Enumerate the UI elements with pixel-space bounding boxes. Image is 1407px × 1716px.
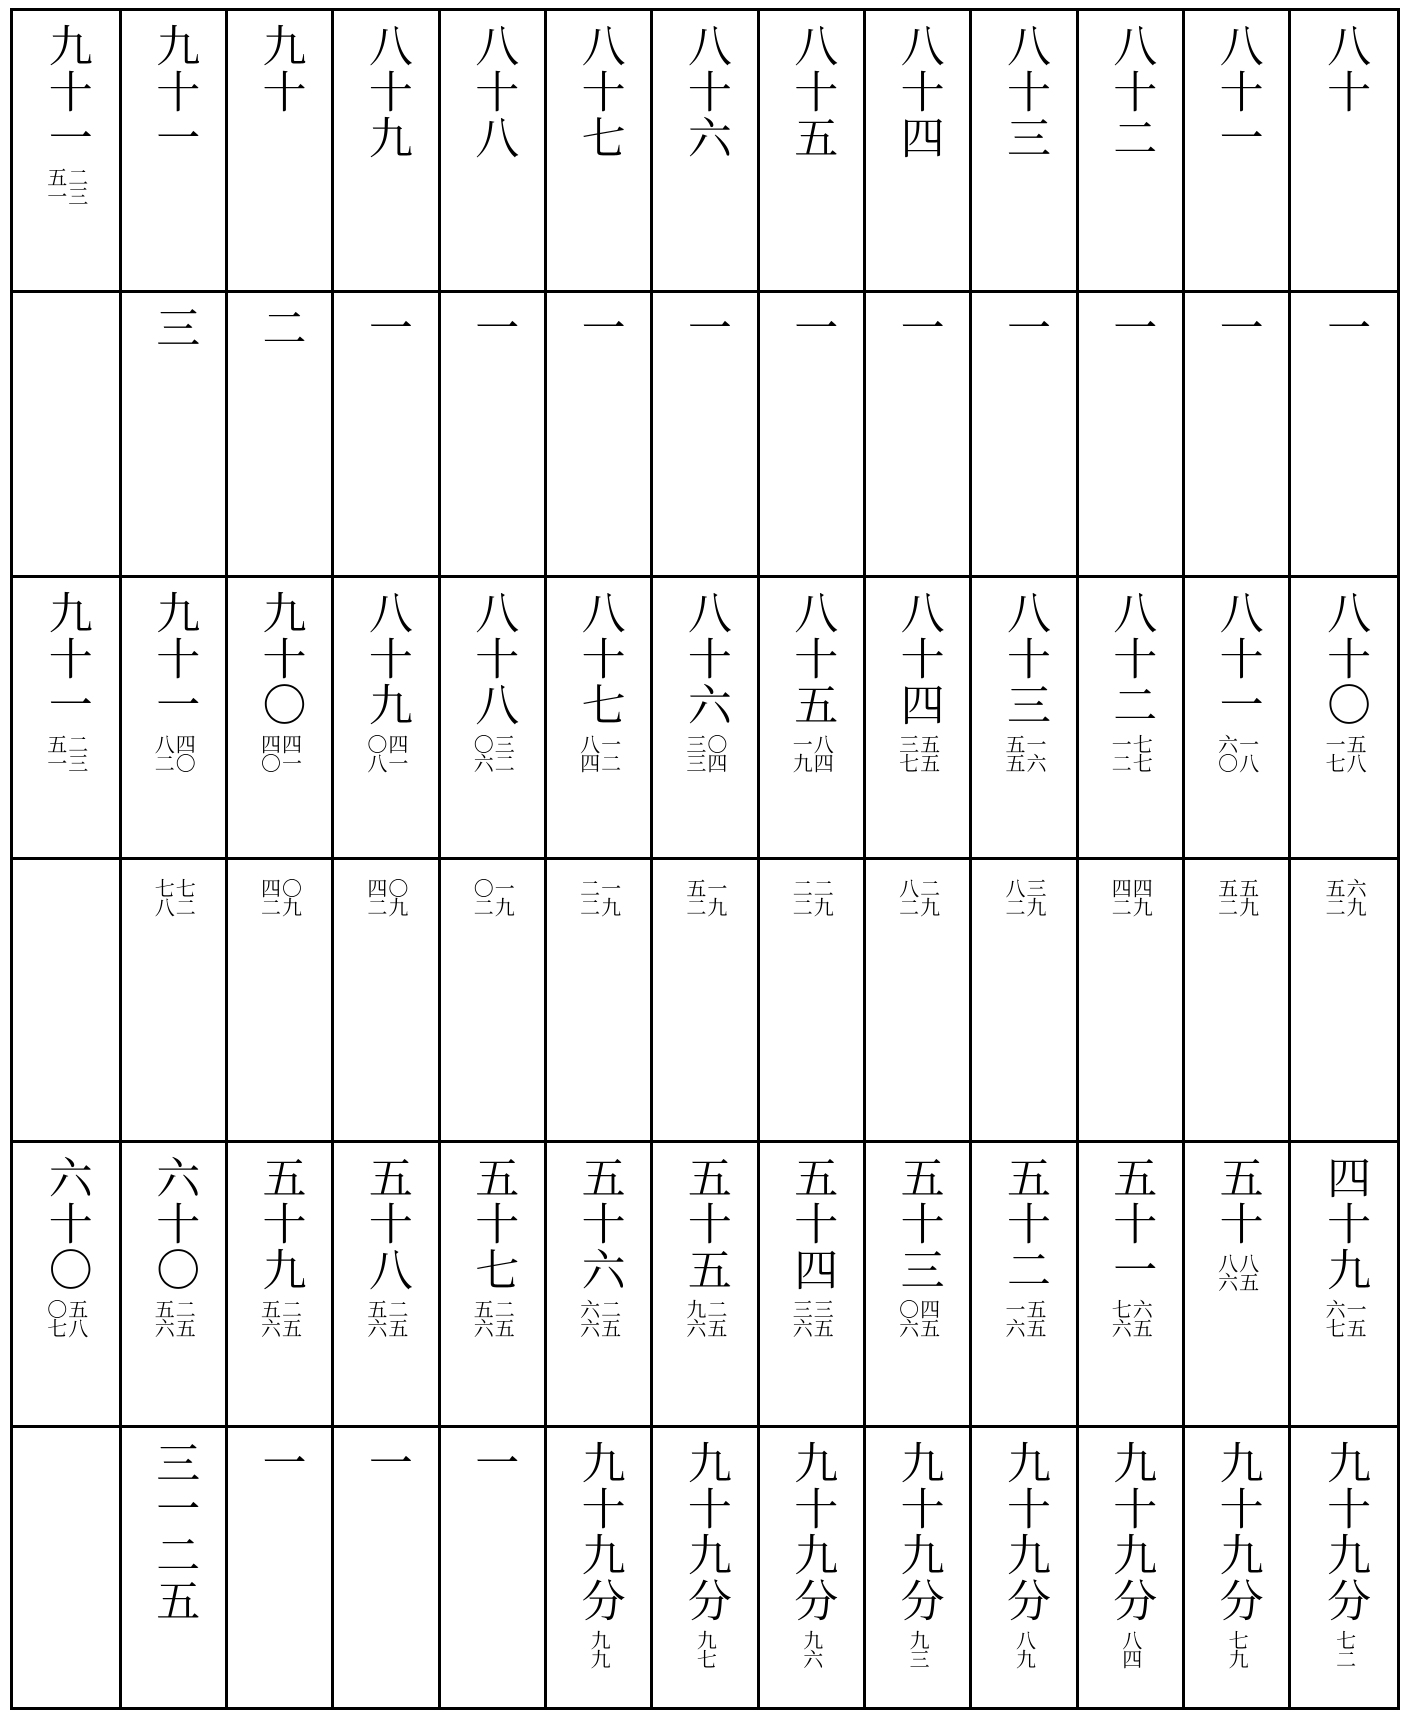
cell-sub-text: 一六五五	[1001, 734, 1047, 773]
cell-content	[1291, 1143, 1397, 1339]
cell-main-text: 五十五	[679, 1154, 731, 1293]
cell-content	[972, 11, 1075, 161]
table-cell	[439, 1141, 545, 1426]
cell-main-text: 九十九分	[1319, 1439, 1371, 1624]
cell-content	[228, 11, 331, 115]
cell-main-text: 一	[467, 305, 519, 352]
cell-main-text: 八十四	[892, 590, 944, 729]
table-cell	[864, 1141, 970, 1426]
cell-content	[547, 11, 650, 161]
cell-main-text: 八十	[1319, 23, 1371, 115]
cell-main-text: 九十九分	[1105, 1439, 1157, 1624]
table-cell	[1290, 292, 1399, 577]
cell-content	[866, 1143, 969, 1339]
cell-content	[653, 293, 756, 351]
table-cell	[758, 859, 864, 1141]
cell-content	[653, 578, 756, 774]
table-cell	[1290, 859, 1399, 1141]
cell-sub-text: 六九五二	[1322, 878, 1368, 917]
cell-sub-text: 五八〇七	[43, 1298, 89, 1337]
table-cell	[333, 292, 439, 577]
cell-content	[760, 11, 863, 161]
table-cell	[333, 577, 439, 859]
cell-main-text: 九十一	[148, 23, 200, 161]
cell-sub-text: 二五六六	[576, 1298, 622, 1337]
cell-content	[334, 1143, 437, 1339]
cell-main-text: 九十九分	[892, 1439, 944, 1624]
table-cell	[439, 1426, 545, 1708]
cell-content	[1291, 860, 1397, 918]
cell-content	[13, 1143, 119, 1339]
cell-content	[760, 1143, 863, 1339]
cell-content	[441, 578, 544, 774]
cell-content	[547, 1143, 650, 1339]
cell-content	[441, 293, 544, 351]
cell-sub-text: 四九四二	[1108, 878, 1154, 917]
cell-main-text: 五十九	[254, 1154, 306, 1293]
cell-content	[972, 293, 1075, 351]
cell-content	[547, 293, 650, 351]
cell-content	[334, 11, 437, 161]
cell-sub-text: 五五三七	[895, 734, 941, 773]
cell-main-text: 三一二五	[148, 1439, 200, 1624]
cell-sub-text: 二五五六	[470, 1298, 516, 1337]
cell-content	[334, 293, 437, 351]
cell-sub-text: 三五三六	[789, 1298, 835, 1337]
cell-main-text: 一	[998, 305, 1050, 352]
cell-content	[866, 11, 969, 161]
cell-content	[13, 578, 119, 774]
cell-main-text: 五十七	[467, 1154, 519, 1293]
cell-sub-text: 四一〇八	[363, 734, 409, 773]
cell-main-text: 九十九分	[1211, 1439, 1263, 1624]
table-cell	[12, 292, 121, 577]
cell-sub-text: 九三	[906, 1629, 931, 1668]
cell-main-text: 九十一	[40, 590, 92, 729]
cell-main-text: 一	[360, 305, 412, 352]
table-cell	[971, 1141, 1077, 1426]
table-cell	[439, 577, 545, 859]
cell-main-text: 八十二	[1105, 590, 1157, 729]
table-cell	[652, 577, 758, 859]
table-cell	[333, 859, 439, 1141]
cell-sub-text: 七二	[1332, 1629, 1357, 1668]
table-cell	[1183, 10, 1289, 292]
cell-sub-text: 〇九四二	[363, 878, 409, 917]
cell-main-text: 八十六	[679, 23, 731, 161]
cell-main-text: 五十四	[786, 1154, 838, 1293]
cell-main-text: 三	[148, 305, 200, 352]
cell-content	[1291, 293, 1397, 351]
table-cell	[439, 859, 545, 1141]
cell-main-text: 九十九分	[786, 1439, 838, 1624]
table-cell	[758, 1426, 864, 1708]
cell-main-text: 八十七	[573, 590, 625, 729]
table-cell	[758, 577, 864, 859]
table-cell	[120, 1426, 226, 1708]
cell-content	[122, 1428, 225, 1624]
cell-content	[1079, 293, 1182, 351]
cell-main-text: 五十八	[360, 1154, 412, 1293]
table-cell	[1290, 10, 1399, 292]
table-cell	[226, 859, 332, 1141]
cell-content	[441, 860, 544, 918]
cell-main-text: 五十三	[892, 1154, 944, 1293]
cell-content	[1185, 1428, 1288, 1670]
cell-main-text: 一	[1319, 305, 1371, 352]
table-cell	[1077, 859, 1183, 1141]
table-cell	[1290, 577, 1399, 859]
table-cell	[12, 1426, 121, 1708]
cell-sub-text: 八四	[1118, 1629, 1143, 1668]
cell-content	[13, 860, 119, 872]
cell-main-text: 一	[1105, 305, 1157, 352]
cell-main-text: 九十九分	[679, 1439, 731, 1624]
cell-main-text: 一	[679, 305, 731, 352]
cell-sub-text: 二五五六	[363, 1298, 409, 1337]
cell-main-text: 八十〇	[1319, 590, 1371, 729]
table-cell	[652, 292, 758, 577]
cell-sub-text: 九九	[587, 1629, 612, 1668]
table-cell	[1183, 1426, 1289, 1708]
table-cell	[1183, 577, 1289, 859]
table-cell	[12, 577, 121, 859]
cell-main-text: 八十四	[892, 23, 944, 161]
cell-sub-text: 五八一七	[1322, 734, 1368, 773]
table-cell	[120, 577, 226, 859]
cell-main-text: 四十九	[1319, 1154, 1371, 1293]
cell-content	[334, 1428, 437, 1486]
cell-content	[1185, 578, 1288, 774]
cell-main-text: 一	[892, 305, 944, 352]
cell-sub-text: 九六	[799, 1629, 824, 1668]
cell-content	[866, 293, 969, 351]
cell-sub-text: 四一四〇	[257, 734, 303, 773]
cell-content	[228, 1143, 331, 1339]
table-cell	[864, 1426, 970, 1708]
table-cell	[758, 10, 864, 292]
table-cell	[12, 859, 121, 1141]
cell-main-text: 一	[1211, 305, 1263, 352]
cell-sub-text: 八九	[1012, 1629, 1037, 1668]
table-cell	[971, 1426, 1077, 1708]
table-cell	[545, 577, 651, 859]
table-row	[12, 1141, 1399, 1426]
cell-content	[547, 1428, 650, 1670]
cell-content	[1291, 1428, 1397, 1670]
table-cell	[1077, 577, 1183, 859]
table-cell	[652, 859, 758, 1141]
table-cell	[12, 10, 121, 292]
table-cell	[864, 859, 970, 1141]
table-cell	[120, 292, 226, 577]
table-cell	[545, 292, 651, 577]
cell-main-text: 八十七	[573, 23, 625, 161]
cell-content	[122, 1143, 225, 1339]
cell-content	[653, 1143, 756, 1339]
cell-sub-text: 七二七八	[151, 878, 197, 917]
cell-content	[13, 1428, 119, 1440]
table-cell	[226, 577, 332, 859]
cell-main-text: 九十九分	[573, 1439, 625, 1624]
cell-content	[1079, 1428, 1182, 1670]
table-cell	[545, 859, 651, 1141]
cell-sub-text: 二五五六	[151, 1298, 197, 1337]
table-cell	[1077, 1141, 1183, 1426]
cell-sub-text: 一九〇二	[470, 878, 516, 917]
cell-content	[1079, 578, 1182, 774]
table-row	[12, 292, 1399, 577]
cell-main-text: 一	[254, 1439, 306, 1486]
cell-content	[228, 860, 331, 918]
table-cell	[545, 10, 651, 292]
cell-sub-text: 一二八四	[576, 734, 622, 773]
cell-sub-text: 二五五六	[257, 1298, 303, 1337]
cell-content	[228, 1428, 331, 1486]
cell-sub-text: 四〇八二	[151, 734, 197, 773]
cell-content	[1185, 1143, 1288, 1293]
cell-main-text: 九十一	[40, 23, 92, 161]
cell-main-text: 八十八	[467, 23, 519, 161]
table-row	[12, 10, 1399, 292]
cell-content	[760, 578, 863, 774]
cell-content	[866, 860, 969, 918]
cell-sub-text: 一五六七	[1322, 1298, 1368, 1337]
cell-content	[122, 860, 225, 918]
cell-content	[760, 1428, 863, 1670]
table-cell	[1290, 1141, 1399, 1426]
cell-main-text: 五十二	[998, 1154, 1050, 1293]
cell-main-text: 八十五	[786, 23, 838, 161]
cell-main-text: 八十三	[998, 590, 1050, 729]
cell-main-text: 八十二	[1105, 23, 1157, 161]
cell-content	[122, 11, 225, 161]
cell-content	[760, 860, 863, 918]
table-cell	[333, 10, 439, 292]
cell-content	[334, 578, 437, 774]
cell-content	[653, 1428, 756, 1670]
cell-content	[441, 11, 544, 161]
cell-content	[1291, 11, 1397, 115]
cell-sub-text: 二九二二	[789, 878, 835, 917]
cell-main-text: 八十六	[679, 590, 731, 729]
cell-sub-text: 四五〇六	[895, 1298, 941, 1337]
cell-sub-text: 一八六〇	[1214, 734, 1260, 773]
cell-sub-text: 〇九四二	[257, 878, 303, 917]
cell-sub-text: 七九	[1225, 1629, 1250, 1668]
cell-sub-text: 五九五二	[1214, 878, 1260, 917]
table-cell	[333, 1426, 439, 1708]
cell-sub-text: 八五八六	[1214, 1252, 1260, 1291]
cell-main-text: 八十九	[360, 590, 412, 729]
cell-sub-text: 二九八二	[895, 878, 941, 917]
cell-content	[441, 1143, 544, 1339]
cell-main-text: 一	[467, 1439, 519, 1486]
table-cell	[226, 292, 332, 577]
table-cell	[226, 1426, 332, 1708]
cell-main-text: 九十九分	[998, 1439, 1050, 1624]
table-cell	[652, 1141, 758, 1426]
table-cell	[226, 1141, 332, 1426]
table-cell	[971, 577, 1077, 859]
table-cell	[12, 1141, 121, 1426]
table-cell	[1183, 292, 1289, 577]
cell-main-text: 八十八	[467, 590, 519, 729]
cell-content	[1291, 578, 1397, 774]
cell-content	[972, 860, 1075, 918]
table-cell	[1290, 1426, 1399, 1708]
cell-content	[972, 1428, 1075, 1670]
cell-main-text: 一	[786, 305, 838, 352]
cell-content	[13, 11, 119, 207]
cell-main-text: 八十一	[1211, 23, 1263, 161]
cell-content	[1185, 11, 1288, 161]
cell-sub-text: 〇四三三	[682, 734, 728, 773]
cell-content	[653, 11, 756, 161]
table-cell	[545, 1426, 651, 1708]
cell-content	[334, 860, 437, 918]
table-cell	[1077, 10, 1183, 292]
cell-sub-text: 五五一六	[1001, 1298, 1047, 1337]
table-cell	[226, 10, 332, 292]
cell-content	[228, 293, 331, 351]
cell-main-text: 五十一	[1105, 1154, 1157, 1293]
cell-main-text: 八十三	[998, 23, 1050, 161]
table-cell	[120, 10, 226, 292]
cell-content	[1079, 860, 1182, 918]
table-cell	[1077, 1426, 1183, 1708]
cell-sub-text: 二三五一	[43, 167, 89, 205]
cell-content	[1079, 11, 1182, 161]
cell-content	[547, 578, 650, 774]
table-cell	[971, 859, 1077, 1141]
cell-sub-text: 二三五一	[43, 734, 89, 773]
cell-content	[122, 293, 225, 351]
cell-content	[972, 1143, 1075, 1339]
cell-main-text: 五十六	[573, 1154, 625, 1293]
table-cell	[758, 292, 864, 577]
cell-main-text: 六十〇	[40, 1154, 92, 1293]
table-cell	[971, 292, 1077, 577]
cell-content	[441, 1428, 544, 1486]
cell-content	[122, 578, 225, 774]
table-cell	[1183, 859, 1289, 1141]
table-cell	[758, 1141, 864, 1426]
numeric-table	[10, 8, 1400, 1710]
table-cell	[439, 10, 545, 292]
cell-main-text: 九十	[254, 23, 306, 115]
cell-main-text: 一	[573, 305, 625, 352]
cell-main-text: 一	[360, 1439, 412, 1486]
cell-sub-text: 一九五二	[682, 878, 728, 917]
cell-content	[1185, 860, 1288, 918]
table-cell	[864, 10, 970, 292]
table-row	[12, 859, 1399, 1141]
table-row	[12, 1426, 1399, 1708]
table-cell	[864, 292, 970, 577]
cell-main-text: 九十一	[148, 590, 200, 729]
table-cell	[864, 577, 970, 859]
cell-content	[760, 293, 863, 351]
cell-content	[1185, 293, 1288, 351]
cell-content	[866, 578, 969, 774]
cell-content	[1079, 1143, 1182, 1339]
cell-content	[228, 578, 331, 774]
cell-sub-text: 七七一二	[1108, 734, 1154, 773]
cell-main-text: 二	[254, 305, 306, 352]
table-cell	[1183, 1141, 1289, 1426]
table-cell	[120, 1141, 226, 1426]
table-cell	[652, 10, 758, 292]
table-cell	[545, 1141, 651, 1426]
cell-sub-text: 八四一九	[789, 734, 835, 773]
cell-main-text: 八十一	[1211, 590, 1263, 729]
table-cell	[333, 1141, 439, 1426]
cell-sub-text: 二五九六	[682, 1298, 728, 1337]
cell-sub-text: 一九二二	[576, 878, 622, 917]
table-cell	[439, 292, 545, 577]
cell-main-text: 八十五	[786, 590, 838, 729]
cell-content	[547, 860, 650, 918]
cell-main-text: 九十〇	[254, 590, 306, 729]
cell-content	[866, 1428, 969, 1670]
cell-sub-text: 九七	[693, 1629, 718, 1668]
cell-main-text: 六十〇	[148, 1154, 200, 1293]
cell-sub-text: 三二〇六	[470, 734, 516, 773]
table-cell	[971, 10, 1077, 292]
cell-main-text: 八十九	[360, 23, 412, 161]
table-cell	[1077, 292, 1183, 577]
cell-content	[972, 578, 1075, 774]
table-cell	[652, 1426, 758, 1708]
cell-sub-text: 三九八二	[1001, 878, 1047, 917]
cell-content	[653, 860, 756, 918]
cell-sub-text: 六五七六	[1108, 1298, 1154, 1337]
table-cell	[120, 859, 226, 1141]
cell-main-text: 五十	[1211, 1154, 1263, 1247]
cell-content	[13, 293, 119, 305]
table-row	[12, 577, 1399, 859]
